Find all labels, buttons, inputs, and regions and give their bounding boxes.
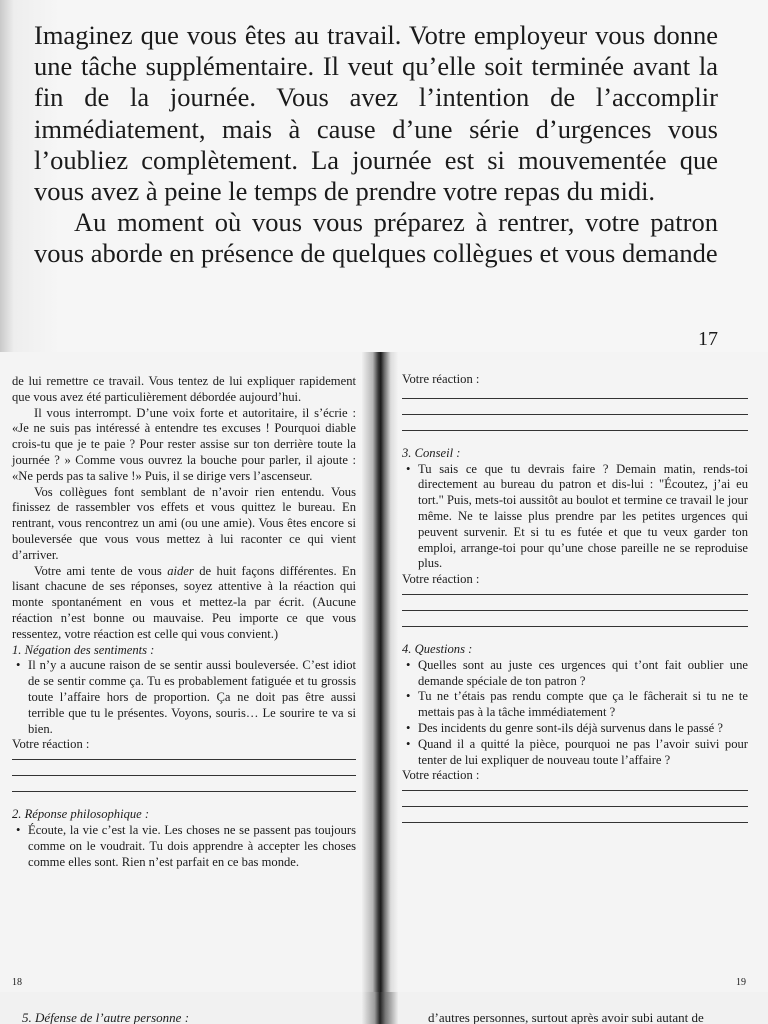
section-3-title: 3. Conseil : [402,445,461,460]
section-4-bullet-1: • Quelles sont au juste ces urgences qui t’ont fait oublier une demande spéciale de ton patron ? [402,658,748,690]
book-spread [0,352,768,992]
answer-line [12,759,356,760]
section-4-title: 4. Questions : [402,641,473,656]
bottom-page-strip [0,992,768,1024]
page-number-18: 18 [12,977,22,988]
reaction-label-1: Votre réaction : [12,737,90,752]
answer-lines-4[interactable] [402,790,748,823]
top-paragraph-2: Au moment où vous vous préparez à rentrer, votre patron vous aborde en présence de quelques collègues et vous demande [34,207,718,269]
section-1-bullet: • Il n’y a aucune raison de se sentir aussi bouleversée. C’est idiot de se sentir comme ça. Tu es probablement fatiguée et tu grossis toute l’affaire hors de proportion. Ça ne doit pas être aussi terrible que tu le présentes. Voyons, souris… Le sourire te va si bien. [12,658,356,737]
answer-line [402,610,748,611]
book-gutter [362,352,398,992]
p4-end: de huit façons différentes. En lisant chacune de ses réponses, soyez attentive à la réaction qui monte spontanément en vous et mettez-la par écrit. (Aucune réaction n’est bonne ou mauvaise. Peu importe ce que vous ressentez, votre réaction est celle qui vous convient.) [12,563,356,641]
section-1-title: 1. Négation des sentiments : [12,642,155,657]
answer-line [402,790,748,791]
top-paragraph-1: Imaginez que vous êtes au travail. Votre employeur vous donne une tâche supplémentaire. Il veut qu’elle soit terminée avant la fin de la journée. Vous avez l’intention de l’accomplir immédiatement, mais à cause d’une série d’urgences vous l’oubliez complètement. La journée est si mouvementée que vous avez à peine le temps de prendre votre repas du midi. [34,20,718,207]
left-page-column [12,352,356,870]
left-paragraph-4 [12,564,356,643]
section-4-bullet-3: • Des incidents du genre sont-ils déjà survenus dans le passé ? [402,721,748,737]
answer-line [402,806,748,807]
reaction-label-4: Votre réaction : [402,768,480,783]
right-page-column [402,352,748,838]
answer-line [402,822,748,823]
answer-line [12,791,356,792]
left-paragraph-2: Il vous interrompt. D’une voix forte et autoritaire, il s’écrie : «Je ne suis pas intéressé à entendre tes excuses ! Pourquoi diable crois-tu que je te paie ? Pour rester assise sur ton derrière toute la journée ? » Comme vous ouvrez la bouche pour parler, il ajoute : «Ne perds pas ta salive !» Puis, il se dirige vers l’ascenseur. [12,405,356,483]
bottom-gutter [362,992,398,1024]
answer-lines-1[interactable] [12,759,356,792]
bottom-right-text: d’autres personnes, surtout après avoir subi autant de [428,1010,704,1024]
section-4-bullet-2: • Tu ne t’étais pas rendu compte que ça le fâcherait si tu ne te mettais pas à la tâche immédiatement ? [402,689,748,721]
top-page-text [34,20,718,270]
left-paragraph-1: de lui remettre ce travail. Vous tentez de lui expliquer rapidement que vous avez été particulièrement débordée aujourd’hui. [12,374,356,404]
reaction-label-2: Votre réaction : [402,372,480,386]
answer-lines-3[interactable] [402,594,748,627]
section-2-bullet: • Écoute, la vie c’est la vie. Les choses ne se passent pas toujours comme on le voudrait. Tu dois apprendre à accepter les choses comme elles sont. Rien n’est parfait en ce bas monde. [12,823,356,870]
left-paragraph-3: Vos collègues font semblant de n’avoir rien entendu. Vous finissez de rassembler vos effets et vous quittez le bureau. En rentrant, vous rencontrez un ami (ou une amie). Vous êtes encore si bouleversée que vous vous mettez à lui raconter ce qui vient d’arriver. [12,484,356,562]
answer-line [402,594,748,595]
answer-line [402,398,748,399]
p4-start: Votre ami tente de vous [34,563,168,578]
bottom-left-text: 5. Défense de l’autre personne : [22,1010,190,1024]
section-2-title: 2. Réponse philosophique : [12,807,150,822]
reaction-label-3: Votre réaction : [402,572,480,587]
answer-line [402,430,748,431]
answer-line [12,775,356,776]
answer-lines-2[interactable] [402,398,748,431]
section-3-bullet: • Tu sais ce que tu devrais faire ? Demain matin, rends-toi directement au bureau du patron et dis-lui : "Écoutez, j’ai eu tort." Puis, mets-toi aussitôt au boulot et termine ce travail le jour même. Ne te laisse plus prendre par les petites urgences qui peuvent survenir. Et si tu es futée et que tu veux garder ton emploi, arrange-toi pour qu’une chose pareille ne se reproduise plus. [402,462,748,573]
section-4-bullet-4: • Quand il a quitté la pièce, pourquoi ne pas l’avoir suivi pour tenter de lui expliquer de nouveau toute l’affaire ? [402,737,748,769]
page-number-17: 17 [698,328,718,350]
top-book-page [0,0,768,352]
answer-line [402,626,748,627]
page-number-19: 19 [736,977,746,988]
answer-line [402,414,748,415]
p4-emphasis: aider [167,563,194,578]
